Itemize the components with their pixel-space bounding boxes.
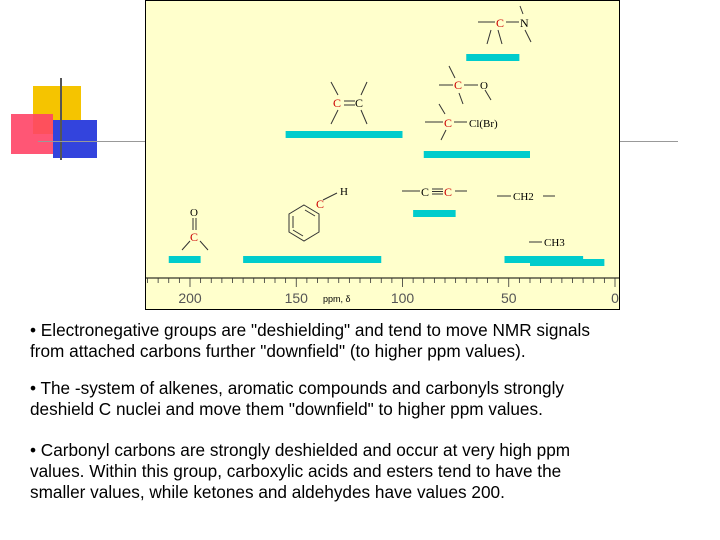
tick-label-0: 0 xyxy=(611,290,619,306)
carbon-label-c-n: C xyxy=(496,16,505,30)
deco-vertical-line xyxy=(60,78,62,160)
tick-label-200: 200 xyxy=(178,290,202,306)
oxygen-label-c-o: O xyxy=(480,80,488,92)
carbon-label-alkene-1: C xyxy=(333,96,342,110)
ch2-label: CH2 xyxy=(513,191,534,203)
carbon-label-c-halogen: C xyxy=(444,116,453,130)
range-bar-ch3 xyxy=(530,259,604,266)
halogen-label: Cl(Br) xyxy=(469,118,498,130)
range-bar-c-o-halogen xyxy=(424,151,530,158)
range-bar-c-n xyxy=(466,54,519,61)
carbon-label-alkyne-1: C xyxy=(421,185,430,199)
carbon-label-alkyne-2: C xyxy=(444,185,453,199)
bullet-electronegative xyxy=(30,320,710,362)
bullet-carbonyl xyxy=(30,440,710,503)
bullet-1-line-2: from attached carbons further "downfield" (to higher ppm values). xyxy=(30,341,526,361)
tick-label-100: 100 xyxy=(390,290,415,306)
axis-label: ppm, δ xyxy=(323,294,351,304)
bullet-3-line-3: smaller values, while ketones and aldehydes have values 200. xyxy=(30,482,505,502)
range-bar-carbonyl xyxy=(169,256,201,263)
tick-label-150: 150 xyxy=(284,290,308,306)
bullet-3-line-1: • Carbonyl carbons are strongly deshielded and occur at very high ppm xyxy=(30,440,571,460)
carbon-label-c-o: C xyxy=(454,78,463,92)
hydrogen-label: H xyxy=(340,186,348,198)
bullet-1-line-1: • Electronegative groups are "deshielding" and tend to move NMR signals xyxy=(30,320,590,340)
tick-label-50: 50 xyxy=(500,290,517,306)
chart-svg xyxy=(145,0,620,310)
range-bar-alkyne xyxy=(413,210,456,217)
oxygen-label-carbonyl: O xyxy=(190,207,198,219)
carbon-label-alkene-2: C xyxy=(355,96,364,110)
range-bar-aromatic xyxy=(243,256,381,263)
nmr-shift-chart xyxy=(145,0,620,310)
deco-pink-square xyxy=(11,114,53,154)
nitrogen-label: N xyxy=(520,16,529,30)
range-bar-alkene xyxy=(286,131,403,138)
bullet-pi-system xyxy=(30,378,710,420)
bullet-3-line-2: values. Within this group, carboxylic acids and esters tend to have the xyxy=(30,461,562,481)
bullet-2-line-1: • The -system of alkenes, aromatic compounds and carbonyls strongly xyxy=(30,378,564,398)
ch3-label: CH3 xyxy=(544,237,565,249)
carbon-label-carbonyl: C xyxy=(190,230,199,244)
carbon-label-aromatic: C xyxy=(316,197,325,211)
bullet-2-line-2: deshield C nuclei and move them "downfield" to higher ppm values. xyxy=(30,399,543,419)
